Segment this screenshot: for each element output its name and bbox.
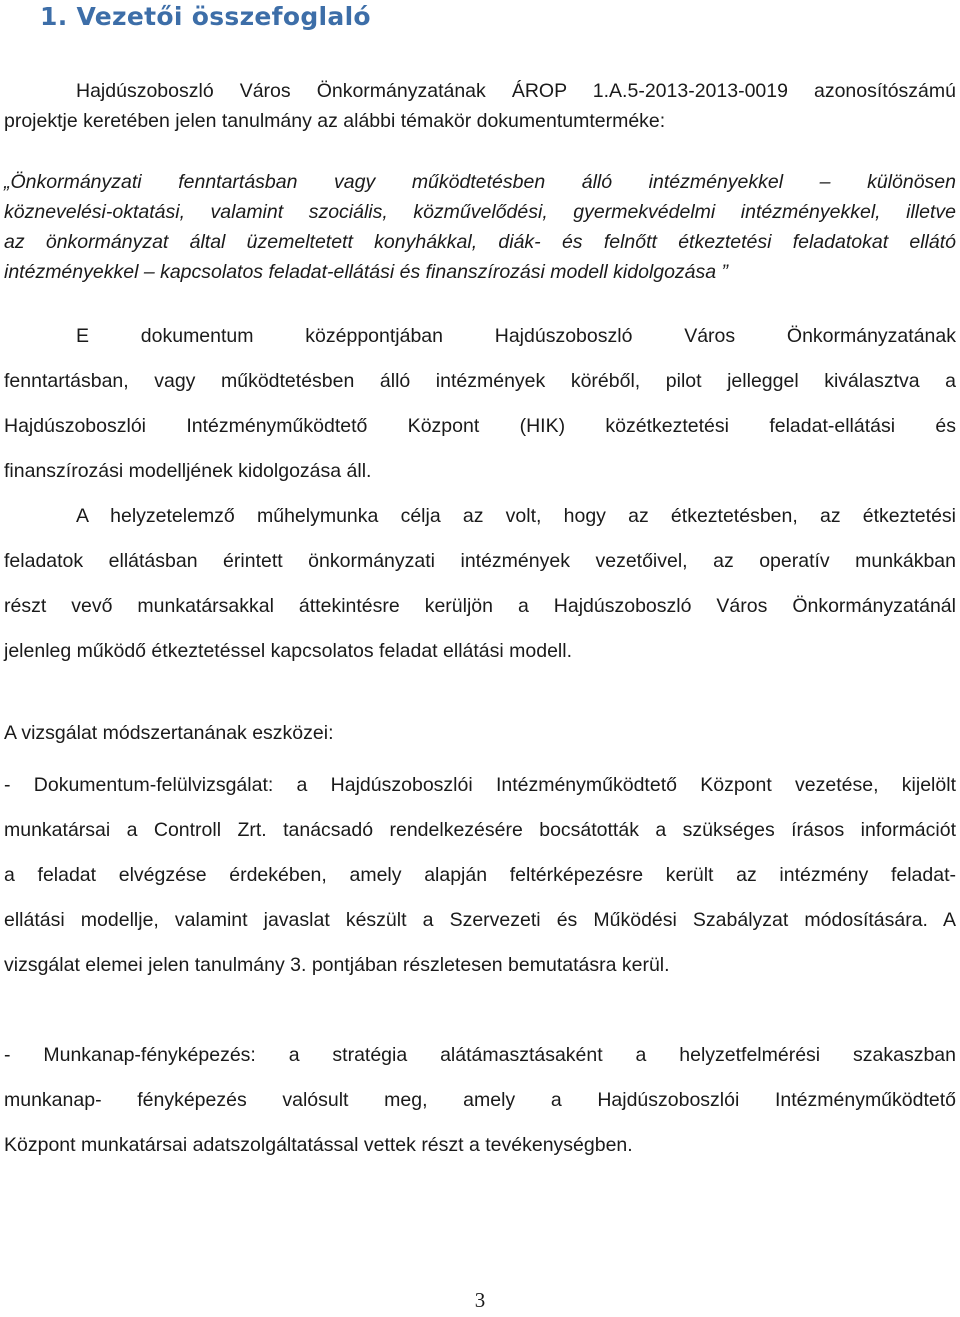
p3-line-1: - Dokumentum-felülvizsgálat: a Hajdúszoboszlói Intézményműködtető Központ vezetése, kijelölt [4, 774, 956, 796]
p3-line-5: vizsgálat elemei jelen tanulmány 3. pontjában részletesen bemutatásra kerül. [4, 954, 670, 976]
paragraph-workshop [4, 494, 956, 674]
paragraph-workday-photography [4, 1033, 956, 1168]
topic-line-1: „Önkormányzati fenntartásban vagy működtetésben álló intézményekkel – különösen [4, 171, 956, 193]
page-number: 3 [474, 1288, 486, 1312]
p2-line-4: jelenleg működő étkeztetéssel kapcsolatos feladat ellátási modell. [4, 640, 572, 662]
p3-line-4: ellátási modellje, valamint javaslat készült a Szervezeti és Működési Szabályzat módosítására. A [4, 909, 956, 931]
p1-line-1: E dokumentum középpontjában Hajdúszoboszló Város Önkormányzatának [76, 325, 956, 347]
topic-line-3: az önkormányzat által üzemeltetett konyhákkal, diák- és felnőtt étkeztetési feladatokat ellátó [4, 231, 956, 253]
topic-quote [4, 167, 956, 287]
p2-line-2: feladatok ellátásban érintett önkormányzati intézmények vezetőivel, az operatív munkákban [4, 550, 956, 572]
p2-line-1: A helyzetelemző műhelymunka célja az volt, hogy az étkeztetésben, az étkeztetési [76, 505, 956, 527]
paragraph-document-review [4, 763, 956, 988]
p2-line-3: részt vevő munkatársakkal áttekintésre kerüljön a Hajdúszoboszló Város Önkormányzatánál [4, 595, 956, 617]
p1-line-2: fenntartásban, vagy működtetésben álló intézmények köréből, pilot jelleggel kiválasztva a [4, 370, 956, 392]
methods-title: A vizsgálat módszertanának eszközei: [4, 722, 334, 744]
paragraph-focus [4, 314, 956, 494]
p1-line-4: finanszírozási modelljének kidolgozása áll. [4, 460, 372, 482]
p4-line-2: munkanap- fényképezés valósult meg, amely a Hajdúszoboszlói Intézményműködtető [4, 1089, 956, 1111]
p3-line-2: munkatársai a Controll Zrt. tanácsadó rendelkezésére bocsátották a szükséges írásos információt [4, 819, 956, 841]
p4-line-1: - Munkanap-fényképezés: a stratégia alátámasztásaként a helyzetfelmérési szakaszban [4, 1044, 956, 1066]
section-heading: 1. Vezetői összefoglaló [40, 2, 371, 31]
p4-line-3: Központ munkatársai adatszolgáltatással vettek részt a tevékenységben. [4, 1134, 633, 1156]
intro-line-1: Hajdúszoboszló Város Önkormányzatának ÁROP 1.A.5-2013-2013-0019 azonosítószámú [76, 80, 956, 102]
p1-line-3: Hajdúszoboszlói Intézményműködtető Központ (HIK) közétkeztetési feladat-ellátási és [4, 415, 956, 437]
topic-line-2: köznevelési-oktatási, valamint szociális, közművelődési, gyermekvédelmi intézményekkel, illetve [4, 201, 956, 223]
intro-line-2: projektje keretében jelen tanulmány az alábbi témakör dokumentumterméke: [4, 110, 666, 132]
p3-line-3: a feladat elvégzése érdekében, amely alapján feltérképezésre került az intézmény feladat- [4, 864, 956, 886]
topic-line-4: intézményekkel – kapcsolatos feladat-ellátási és finanszírozási modell kidolgozása ” [4, 261, 729, 283]
intro-paragraph [4, 76, 956, 136]
